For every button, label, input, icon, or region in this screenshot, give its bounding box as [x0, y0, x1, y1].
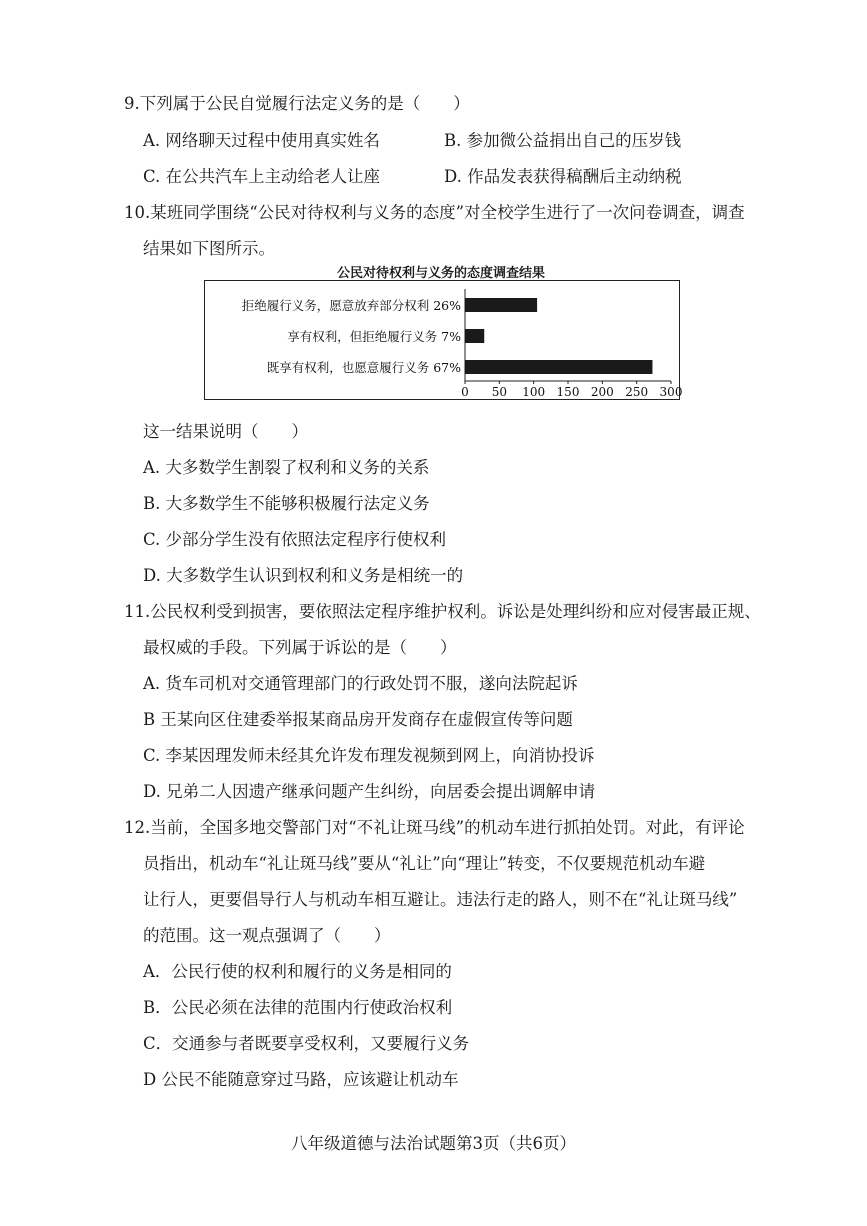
q12-option-b: B．公民必须在法律的范围内行使政治权利 — [143, 998, 453, 1017]
q11-option-a: A. 货车司机对交通管理部门的行政处罚不服，遂向法院起诉 — [143, 674, 578, 693]
q11-option-b: B 王某向区住建委举报某商品房开发商存在虚假宣传等问题 — [143, 710, 573, 729]
bar-chart-svg — [205, 281, 683, 399]
x-tick-label: 50 — [491, 385, 507, 399]
category-label: 享有权利，但拒绝履行义务 7% — [287, 329, 461, 344]
q12-option-a: A．公民行使的权利和履行的义务是相同的 — [143, 962, 452, 981]
chart-title: 公民对待权利与义务的态度调查结果 — [336, 266, 545, 281]
q10-option-d: D. 大多数学生认识到权利和义务是相统一的 — [143, 566, 464, 585]
q11-option-c: C. 李某因理发师未经其允许发布理发视频到网上，向消协投诉 — [143, 746, 595, 765]
q10-option-c: C. 少部分学生没有依照法定程序行使权利 — [143, 530, 447, 549]
q11-stem-line1: 11.公民权利受到损害，要依照法定程序维护权利。诉讼是处理纠纷和应对侵害最正规、 — [124, 602, 761, 621]
x-tick-label: 250 — [625, 385, 649, 399]
x-tick-label: 150 — [556, 385, 580, 399]
x-tick-label: 200 — [590, 385, 614, 399]
page-footer: 八年级道德与法治试题第3页（共6页） — [291, 1134, 576, 1153]
x-tick-label: 300 — [659, 385, 683, 399]
q10-after: 这一结果说明（ ） — [143, 422, 308, 441]
q9-option-d: D. 作品发表获得稿酬后主动纳税 — [444, 167, 682, 186]
q10-option-a: A. 大多数学生割裂了权利和义务的关系 — [143, 458, 430, 477]
category-label: 既享有权利，也愿意履行义务 67% — [266, 360, 461, 375]
q9-option-c: C. 在公共汽车上主动给老人让座 — [143, 167, 381, 186]
q12-stem-line2: 员指出，机动车“礼让斑马线”要从“礼让”向“理让”转变，不仅要规范机动车避 — [143, 854, 706, 873]
q12-option-c: C．交通参与者既要享受权利，又要履行义务 — [143, 1034, 470, 1053]
category-label: 拒绝履行义务，愿意放弃部分权利 26% — [241, 298, 461, 313]
x-tick-label: 0 — [461, 385, 469, 399]
x-tick-label: 100 — [522, 385, 546, 399]
q10-stem-line2: 结果如下图所示。 — [143, 239, 275, 258]
q10-stem-line1: 10.某班同学围绕“公民对待权利与义务的态度”对全校学生进行了一次问卷调查，调查 — [124, 203, 745, 222]
q10-option-b: B. 大多数学生不能够积极履行法定义务 — [143, 494, 430, 513]
q9-option-b: B. 参加微公益捐出自己的压岁钱 — [444, 131, 682, 150]
q12-stem-line3: 让行人，更要倡导行人与机动车相互避让。违法行走的路人，则不在“礼让斑马线” — [143, 890, 738, 909]
q9-option-a: A. 网络聊天过程中使用真实姓名 — [143, 131, 380, 150]
q9-stem: 9.下列属于公民自觉履行法定义务的是（ ） — [124, 94, 470, 113]
bar — [465, 360, 652, 374]
q11-stem-line2: 最权威的手段。下列属于诉讼的是（ ） — [143, 638, 457, 657]
bar — [465, 298, 537, 312]
q11-option-d: D. 兄弟二人因遗产继承问题产生纠纷，向居委会提出调解申请 — [143, 782, 596, 801]
q12-stem-line4: 的范围。这一观点强调了（ ） — [143, 926, 391, 945]
q12-option-d: D 公民不能随意穿过马路，应该避让机动车 — [143, 1070, 459, 1089]
survey-chart — [204, 280, 683, 400]
q12-stem-line1: 12.当前，全国多地交警部门对“不礼让斑马线”的机动车进行抓拍处罚。对此，有评论 — [124, 818, 745, 837]
bar — [465, 329, 484, 343]
